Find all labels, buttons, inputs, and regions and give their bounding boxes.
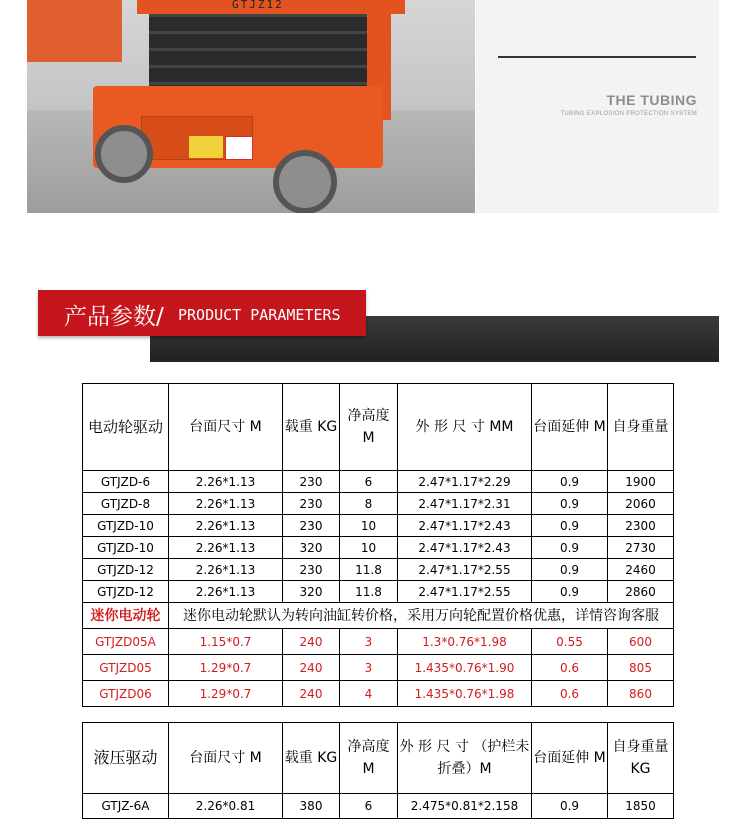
electric-params-table (82, 383, 674, 707)
warning-label (189, 136, 223, 158)
header-cell: 净高度 M (340, 384, 398, 471)
table-cell: 2.47*1.17*2.43 (398, 537, 532, 559)
table-cell: 1.29*0.7 (169, 681, 283, 707)
table-cell: 1.3*0.76*1.98 (398, 629, 532, 655)
table-cell: 2.26*0.81 (169, 794, 283, 819)
header-cell: 台面延伸 M (532, 723, 608, 794)
table-cell: 0.55 (532, 629, 608, 655)
table-row (83, 681, 674, 707)
table-row (83, 629, 674, 655)
brand-card (476, 0, 719, 213)
table-cell: 1900 (608, 471, 674, 493)
table-cell: 240 (283, 681, 340, 707)
table-cell: 2.26*1.13 (169, 471, 283, 493)
header-cell: 外 形 尺 寸 （护栏未折叠）M (398, 723, 532, 794)
table-header-row (83, 384, 674, 471)
table-cell: 240 (283, 655, 340, 681)
table-cell: 860 (608, 681, 674, 707)
table-row (83, 471, 674, 493)
brand-subtitle: TUBING EXPLOSION PROTECTION SYSTEM (560, 111, 697, 117)
table-cell: 230 (283, 515, 340, 537)
table-cell: 2.47*1.17*2.31 (398, 493, 532, 515)
table-cell: 0.6 (532, 655, 608, 681)
table-cell: GTJZD-6 (83, 471, 169, 493)
header-cell: 载重 KG (283, 384, 340, 471)
table-row (83, 794, 674, 819)
table-cell: 0.9 (532, 559, 608, 581)
table-cell: 1.435*0.76*1.90 (398, 655, 532, 681)
table-cell: 0.9 (532, 493, 608, 515)
safety-label (225, 136, 253, 160)
table-cell: 320 (283, 581, 340, 603)
table-cell: 230 (283, 471, 340, 493)
table-cell: 2060 (608, 493, 674, 515)
mini-note-row (83, 603, 674, 629)
table-cell: 0.9 (532, 581, 608, 603)
table-cell: 240 (283, 629, 340, 655)
table-cell: 0.6 (532, 681, 608, 707)
section-title-en: PRODUCT PARAMETERS (178, 306, 341, 324)
brand-title: THE TUBING (606, 92, 697, 108)
machine-label: GTJZ12 (232, 0, 284, 11)
table-cell: 1.435*0.76*1.98 (398, 681, 532, 707)
table-cell: 8 (340, 493, 398, 515)
table-cell: 6 (340, 794, 398, 819)
header-cell: 液压驱动 (83, 723, 169, 794)
background-machine (27, 0, 122, 62)
mini-label-cell: 迷你电动轮 (83, 603, 169, 629)
table-cell: 2460 (608, 559, 674, 581)
table-cell: 600 (608, 629, 674, 655)
table-cell: 2.475*0.81*2.158 (398, 794, 532, 819)
table-cell: GTJZD-10 (83, 537, 169, 559)
table-cell: 2860 (608, 581, 674, 603)
header-cell: 台面尺寸 M (169, 723, 283, 794)
table-cell: 2730 (608, 537, 674, 559)
table-cell: GTJZD-12 (83, 581, 169, 603)
platform-top (137, 0, 405, 14)
brand-divider (498, 56, 696, 58)
table-cell: 0.9 (532, 537, 608, 559)
table-cell: 2.47*1.17*2.43 (398, 515, 532, 537)
table-cell: 0.9 (532, 515, 608, 537)
product-photo (27, 0, 475, 213)
table-cell: 10 (340, 537, 398, 559)
table-row (83, 559, 674, 581)
table-cell: 2.26*1.13 (169, 493, 283, 515)
table-cell: 230 (283, 493, 340, 515)
table-row (83, 581, 674, 603)
rear-wheel (95, 125, 153, 183)
front-wheel (273, 150, 337, 213)
table-header-row (83, 723, 674, 794)
table-cell: GTJZD05A (83, 629, 169, 655)
table-cell: 3 (340, 629, 398, 655)
header-cell: 外 形 尺 寸 MM (398, 384, 532, 471)
table-cell: 805 (608, 655, 674, 681)
table-cell: 0.9 (532, 794, 608, 819)
table-cell: 380 (283, 794, 340, 819)
hydraulic-params-table (82, 722, 674, 819)
table-cell: 320 (283, 537, 340, 559)
table-cell: 10 (340, 515, 398, 537)
mini-note-cell: 迷你电动轮默认为转向油缸转价格，采用万向轮配置价格优惠，详情咨询客服 (169, 603, 674, 629)
header-cell: 载重 KG (283, 723, 340, 794)
table-cell: 4 (340, 681, 398, 707)
table-cell: GTJZD-10 (83, 515, 169, 537)
table-cell: 1850 (608, 794, 674, 819)
table-cell: 2.47*1.17*2.29 (398, 471, 532, 493)
table-row (83, 537, 674, 559)
header-cell: 自身重量 (608, 384, 674, 471)
table-cell: 230 (283, 559, 340, 581)
table-cell: 11.8 (340, 559, 398, 581)
table-cell: GTJZD06 (83, 681, 169, 707)
table-cell: 6 (340, 471, 398, 493)
table-cell: 1.15*0.7 (169, 629, 283, 655)
section-header (38, 290, 366, 336)
header-cell: 自身重量 KG (608, 723, 674, 794)
table-cell: GTJZ-6A (83, 794, 169, 819)
table-row (83, 655, 674, 681)
section-title-cn: 产品参数/ (64, 304, 164, 330)
table-cell: GTJZD-8 (83, 493, 169, 515)
table-cell: GTJZD-12 (83, 559, 169, 581)
header-cell: 台面尺寸 M (169, 384, 283, 471)
table-cell: 2300 (608, 515, 674, 537)
table-row (83, 493, 674, 515)
table-cell: 2.26*1.13 (169, 515, 283, 537)
table-cell: 1.29*0.7 (169, 655, 283, 681)
header-cell: 净高度 M (340, 723, 398, 794)
header-cell: 电动轮驱动 (83, 384, 169, 471)
table-cell: 3 (340, 655, 398, 681)
table-cell: 2.47*1.17*2.55 (398, 559, 532, 581)
header-cell: 台面延伸 M (532, 384, 608, 471)
table-cell: 2.26*1.13 (169, 581, 283, 603)
table-cell: 2.26*1.13 (169, 537, 283, 559)
table-cell: 2.47*1.17*2.55 (398, 581, 532, 603)
table-cell: 11.8 (340, 581, 398, 603)
table-row (83, 515, 674, 537)
table-cell: GTJZD05 (83, 655, 169, 681)
table-cell: 0.9 (532, 471, 608, 493)
table-cell: 2.26*1.13 (169, 559, 283, 581)
